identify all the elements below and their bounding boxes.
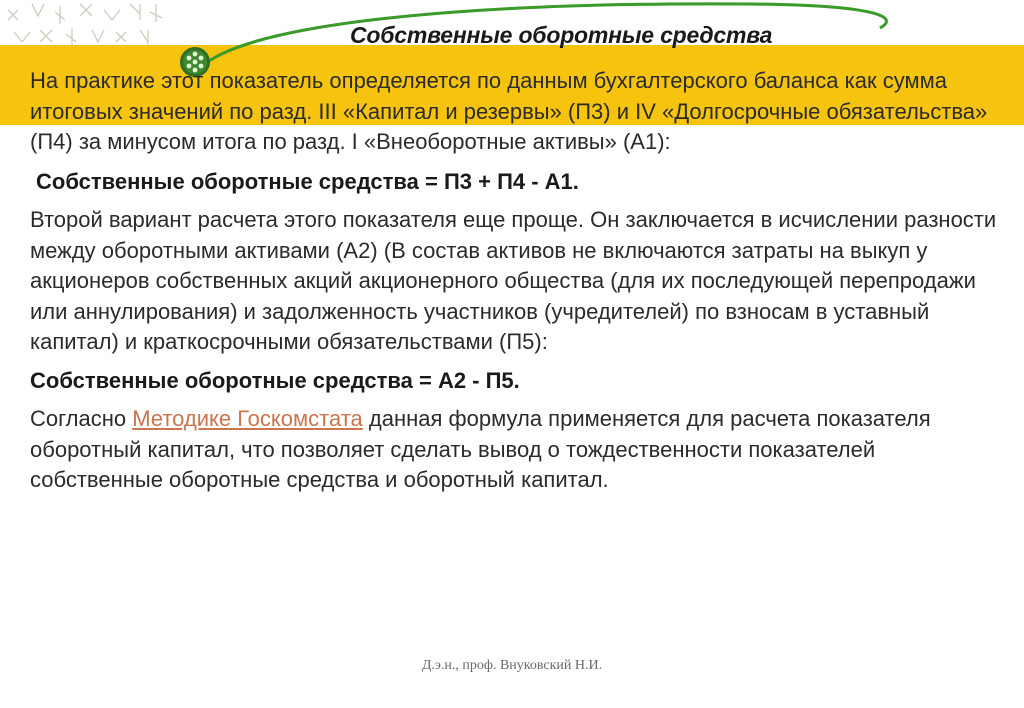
paragraph-goskomstat-end: данная формула применяется для расчета показателя оборотный капитал, что позволяет сделать вывод о тождественности показателей собственные оборотные средства и оборотный капитал. bbox=[30, 406, 931, 492]
paragraph-goskomstat-start: Согласно bbox=[30, 406, 133, 431]
footer-author: Д.э.н., проф. Внуковский Н.И. bbox=[421, 658, 603, 673]
paragraph-second-method: Второй вариант расчета этого показателя еще проще. Он заключается в исчислении разности между оборотными активами (А2) (В состав активов не включаются затраты на выкуп у акционеров собственных акций акционерного общества (для их последующей перепродажи или аннулирования) и задолженность участников (учредителей) по взносам в уставный капитал) и краткосрочными обязательствами (П5): bbox=[30, 207, 997, 354]
paragraph-goskomstat bbox=[30, 404, 1005, 496]
goskomstat-methodology-link[interactable]: Методике Госкомстата bbox=[132, 406, 363, 431]
paragraph-balance-method: На практике этот показатель определяется по данным бухгалтерского баланса как сумма итоговых значений по разд. III «Капитал и резервы» (П3) и IV «Долгосрочные обязательства» (П4) за минусом итога по разд. I «Внеоборотные активы» (А1): bbox=[30, 68, 988, 154]
slide-title: Собственные оборотные средства bbox=[350, 22, 773, 48]
formula-a2-p5: Собственные оборотные средства = А2 - П5. bbox=[30, 367, 520, 393]
slide-body bbox=[30, 66, 1005, 496]
formula-p3-p4-a1: Собственные оборотные средства = П3 + П4 - А1. bbox=[36, 168, 579, 194]
